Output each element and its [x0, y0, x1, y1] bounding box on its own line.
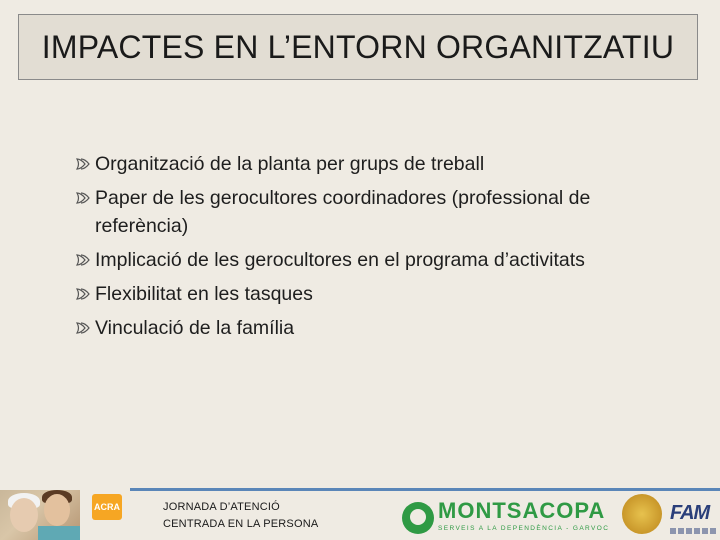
bullet-text: Paper de les gerocultores coordinadores (professional de referència) — [95, 187, 591, 237]
title-box — [18, 14, 698, 80]
bullet-arrow-icon — [74, 251, 92, 269]
bullet-text: Implicació de les gerocultores en el programa d’activitats — [95, 249, 585, 271]
montsacopa-tagline: SERVEIS A LA DEPENDÈNCIA - GARVOC — [438, 525, 610, 532]
bullet-item — [74, 280, 654, 308]
slide-title: IMPACTES EN L’ENTORN ORGANITZATIU — [41, 28, 675, 65]
bullet-arrow-icon — [74, 189, 92, 207]
bullet-arrow-icon — [74, 319, 92, 337]
bullet-text: Organització de la planta per grups de treball — [95, 153, 485, 175]
bullet-text: Flexibilitat en les tasques — [95, 283, 313, 305]
bullet-item — [74, 184, 654, 240]
bullet-list — [74, 150, 654, 348]
quality-seal-icon — [622, 494, 662, 534]
bullet-text: Vinculació de la família — [95, 317, 295, 339]
footer — [0, 488, 720, 540]
event-name — [163, 499, 318, 533]
montsacopa-logo — [402, 498, 610, 538]
footer-rule — [130, 488, 720, 491]
fam-logo-tagline — [670, 528, 716, 534]
event-line-2: CENTRADA EN LA PERSONA — [163, 518, 319, 530]
fam-logo: FAM — [670, 502, 710, 524]
acra-logo: ACRA — [92, 494, 122, 520]
bullet-item — [74, 150, 654, 178]
bullet-arrow-icon — [74, 285, 92, 303]
bullet-arrow-icon — [74, 155, 92, 173]
montsacopa-mark-icon — [402, 502, 434, 534]
event-line-1: JORNADA D’ATENCIÓ — [163, 501, 280, 513]
bullet-item — [74, 314, 654, 342]
montsacopa-name: MONTSACOPA — [438, 498, 606, 523]
caregivers-photo — [0, 490, 80, 540]
bullet-item — [74, 246, 654, 274]
